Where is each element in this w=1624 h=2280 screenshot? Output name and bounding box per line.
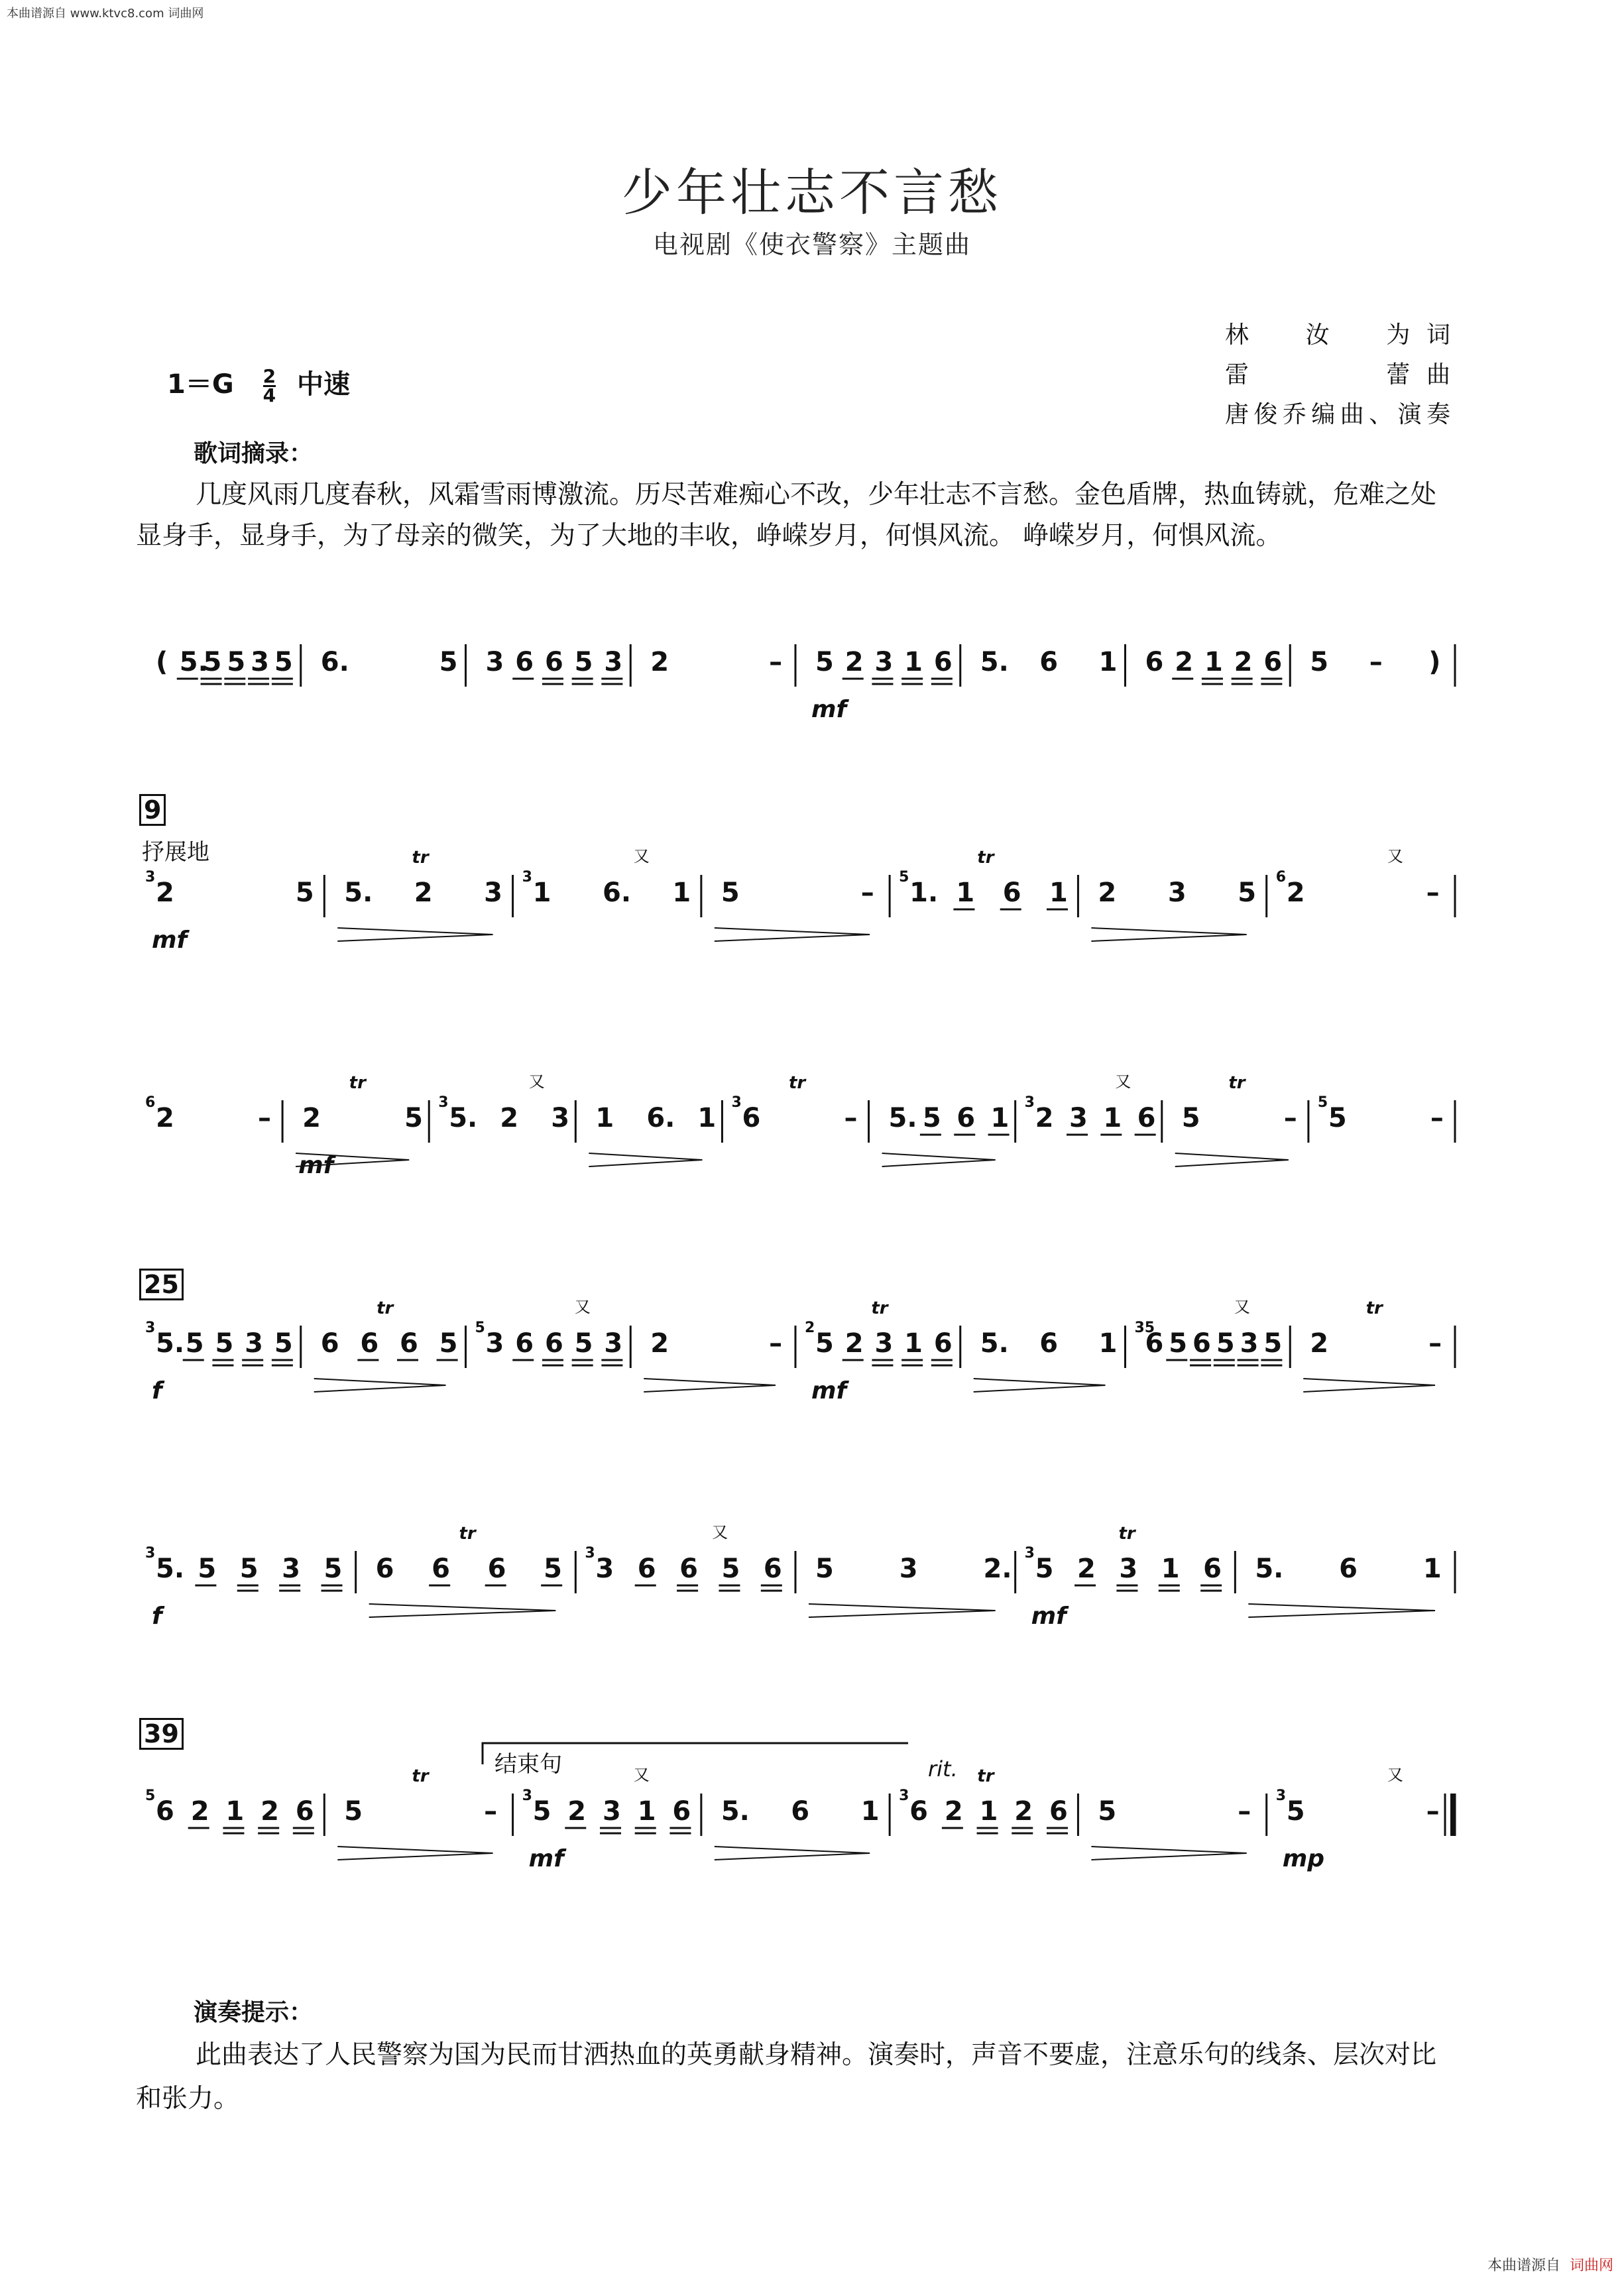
note-2-7-1: – (1283, 1103, 1297, 1133)
note-1-1-2: 3 (484, 878, 502, 908)
hairpin-5-1 (337, 1847, 493, 1860)
note-3-0-1: 5 (185, 1328, 204, 1359)
vibrato-mark-1: 又 (633, 847, 650, 866)
note-0-7-2: ) (1428, 647, 1441, 677)
note-5-5-1: – (1238, 1796, 1251, 1827)
note-1-4-0: 1. (909, 878, 939, 908)
hairpin-4-3 (809, 1604, 996, 1617)
note-5-3-1: 6 (791, 1796, 810, 1827)
note-4-3-1: 3 (899, 1554, 918, 1584)
note-0-0-0: ( (156, 647, 168, 677)
lyrics-label: 歌词摘录： (194, 440, 314, 467)
grace-note-18: 3 (899, 1788, 909, 1804)
note-0-2-1: 6 (515, 647, 534, 677)
note-0-7-1: – (1369, 647, 1383, 677)
note-1-6-0: 2 (1286, 878, 1305, 908)
note-4-4-3: 1 (1161, 1554, 1180, 1584)
note-0-2-3: 5 (574, 647, 593, 677)
grace-note-4: 6 (145, 1094, 156, 1111)
note-5-1-1: – (484, 1796, 498, 1827)
note-0-4-1: 2 (844, 647, 864, 677)
credit-composer: 雷 蕾曲 (1225, 361, 1450, 388)
note-2-5-1: 5 (922, 1103, 941, 1133)
note-0-4-0: 5 (815, 647, 834, 677)
rehearsal-mark-25: 25 (139, 1269, 184, 1300)
note-1-4-2: 6 (1002, 878, 1021, 908)
note-4-2-2: 6 (679, 1554, 698, 1584)
grace-note-0: 3 (145, 869, 156, 885)
ending-label: 结束句 (494, 1751, 562, 1778)
note-4-3-2: 2. (983, 1554, 1012, 1584)
grace-note-1: 3 (522, 869, 532, 885)
note-3-7-0: 2 (1310, 1328, 1329, 1359)
ending-bracket (483, 1743, 908, 1764)
grace-note-13: 3 (145, 1545, 156, 1562)
dynamic-mark-2: mf (298, 1152, 334, 1179)
grace-note-12: 35 (1134, 1320, 1155, 1336)
note-3-4-3: 1 (904, 1328, 923, 1359)
note-4-5-0: 5. (1255, 1554, 1284, 1584)
note-5-4-2: 1 (979, 1796, 998, 1827)
note-5-2-2: 3 (603, 1796, 621, 1827)
note-0-6-0: 6 (1145, 647, 1164, 677)
dynamic-mark-4: mf (811, 1377, 847, 1404)
note-3-0-2: 5 (215, 1328, 234, 1359)
note-3-1-3: 5 (439, 1328, 458, 1359)
note-2-4-1: – (844, 1103, 858, 1133)
note-4-1-2: 6 (487, 1554, 506, 1584)
note-3-1-1: 6 (360, 1328, 379, 1359)
hairpin-4-5 (1248, 1604, 1435, 1617)
hairpin-1-1 (337, 928, 493, 941)
dynamic-mark-0: mf (811, 696, 847, 723)
note-0-2-0: 3 (485, 647, 504, 677)
rehearsal-mark-9: 9 (139, 794, 166, 826)
credit-arranger: 唐俊乔编曲、演奏 (1225, 401, 1450, 428)
grace-note-15: 3 (1024, 1545, 1035, 1562)
note-2-6-0: 2 (1035, 1103, 1054, 1133)
watermark-top: 本曲谱源自 www.ktvc8.com 词曲网 (7, 7, 204, 21)
note-3-5-0: 5. (980, 1328, 1009, 1359)
note-4-1-1: 6 (432, 1554, 451, 1584)
note-1-4-1: 1 (956, 878, 975, 908)
note-1-1-0: 5. (344, 878, 373, 908)
note-2-0-0: 2 (156, 1103, 174, 1133)
time-signature-bottom: 4 (262, 384, 276, 406)
note-1-5-2: 5 (1238, 878, 1257, 908)
note-5-3-2: 1 (860, 1796, 880, 1827)
note-2-2-2: 3 (551, 1103, 570, 1133)
note-3-2-4: 3 (604, 1328, 623, 1359)
trill-mark-0: tr (412, 848, 429, 868)
note-0-0-3: 5 (227, 647, 246, 677)
note-2-6-2: 1 (1103, 1103, 1122, 1133)
hairpin-5-5 (1091, 1847, 1246, 1860)
note-2-7-0: 5 (1181, 1103, 1200, 1133)
note-0-2-4: 3 (604, 647, 623, 677)
note-0-2-2: 6 (544, 647, 563, 677)
vibrato-mark-15: 又 (712, 1523, 728, 1542)
note-4-2-3: 5 (721, 1554, 740, 1584)
note-5-0-0: 6 (156, 1796, 174, 1827)
note-4-5-2: 1 (1422, 1554, 1442, 1584)
grace-note-9: 3 (145, 1320, 156, 1336)
note-5-4-3: 2 (1014, 1796, 1033, 1827)
note-1-2-0: 1 (532, 878, 551, 908)
note-2-0-1: – (258, 1103, 271, 1133)
rehearsal-mark-39: 39 (139, 1718, 184, 1750)
note-4-1-3: 5 (544, 1554, 563, 1584)
note-4-1-0: 6 (375, 1554, 394, 1584)
credit-lyricist: 林 汝 为词 (1225, 321, 1450, 349)
key-label: 1＝G (167, 369, 234, 400)
note-3-6-2: 6 (1192, 1328, 1211, 1359)
note-5-6-1: – (1426, 1796, 1440, 1827)
note-2-2-1: 2 (500, 1103, 519, 1133)
dynamic-mark-6: mf (1031, 1603, 1067, 1630)
note-4-4-0: 5 (1035, 1554, 1054, 1584)
vibrato-mark-5: 又 (528, 1072, 545, 1091)
grace-note-10: 5 (475, 1320, 485, 1336)
trill-mark-16: tr (1118, 1524, 1135, 1544)
note-0-5-0: 5. (980, 647, 1009, 677)
note-0-6-1: 2 (1175, 647, 1194, 677)
dynamic-mark-3: f (152, 1377, 162, 1404)
grace-note-2: 5 (899, 869, 909, 885)
note-2-5-3: 1 (990, 1103, 1010, 1133)
vibrato-mark-20: 又 (1387, 1766, 1403, 1784)
vibrato-mark-3: 又 (1387, 847, 1403, 866)
note-5-0-1: 2 (190, 1796, 209, 1827)
note-0-7-0: 5 (1310, 647, 1329, 677)
note-3-6-5: 5 (1263, 1328, 1283, 1359)
vibrato-mark-7: 又 (1115, 1072, 1131, 1091)
note-0-5-2: 1 (1098, 647, 1118, 677)
grace-note-7: 3 (1024, 1094, 1035, 1111)
note-5-1-0: 5 (344, 1796, 363, 1827)
trill-mark-6: tr (789, 1073, 806, 1093)
hairpin-3-5 (974, 1379, 1106, 1392)
note-3-4-1: 2 (844, 1328, 864, 1359)
trill-mark-19: tr (977, 1766, 994, 1786)
vibrato-mark-18: 又 (633, 1766, 650, 1784)
trill-mark-14: tr (459, 1524, 476, 1544)
note-0-0-5: 5 (274, 647, 293, 677)
note-1-5-1: 3 (1167, 878, 1187, 908)
time-signature-top: 2 (262, 365, 276, 387)
note-0-6-4: 6 (1263, 647, 1283, 677)
trill-mark-13: tr (1365, 1298, 1383, 1318)
note-2-8-1: – (1430, 1103, 1444, 1133)
hairpin-5-3 (715, 1847, 870, 1860)
note-0-3-1: – (769, 647, 783, 677)
dynamic-mark-7: mf (528, 1845, 564, 1872)
note-3-0-3: 3 (245, 1328, 263, 1359)
note-5-2-4: 6 (672, 1796, 691, 1827)
note-3-2-1: 6 (515, 1328, 534, 1359)
watermark-bottom-text: 本曲谱源自 (1487, 2257, 1560, 2274)
hairpin-2-7 (1175, 1153, 1289, 1167)
note-3-2-3: 5 (574, 1328, 593, 1359)
note-0-6-3: 2 (1234, 647, 1253, 677)
page-title: 少年壮志不言愁 (622, 163, 1002, 222)
note-4-0-2: 5 (239, 1554, 259, 1584)
trill-mark-17: tr (412, 1766, 429, 1786)
note-2-6-1: 3 (1069, 1103, 1088, 1133)
hint-text: 此曲表达了人民警察为国为民而甘洒热血的英勇献身精神。演奏时，声音不要虚，注意乐句的线条、层次对比和张力。 (136, 2040, 1437, 2114)
note-4-2-0: 3 (595, 1554, 614, 1584)
note-1-0-0: 2 (156, 878, 174, 908)
hairpin-3-3 (644, 1379, 776, 1392)
note-2-1-1: 5 (404, 1103, 423, 1133)
note-5-2-1: 2 (567, 1796, 587, 1827)
note-5-4-4: 6 (1049, 1796, 1068, 1827)
note-0-4-4: 6 (933, 647, 953, 677)
hint-label: 演奏提示： (194, 1999, 314, 2026)
note-5-6-0: 5 (1286, 1796, 1305, 1827)
grace-note-3: 6 (1275, 869, 1287, 885)
note-3-4-0: 5 (815, 1328, 834, 1359)
note-0-4-2: 3 (874, 647, 894, 677)
note-3-3-1: – (769, 1328, 783, 1359)
note-2-1-0: 2 (302, 1103, 321, 1133)
note-4-5-1: 6 (1339, 1554, 1358, 1584)
tempo-label: 中速 (297, 369, 351, 400)
note-0-0-4: 3 (251, 647, 269, 677)
note-3-0-4: 5 (274, 1328, 293, 1359)
hairpin-4-1 (369, 1604, 556, 1617)
hairpin-2-5 (882, 1153, 996, 1167)
note-5-5-0: 5 (1098, 1796, 1117, 1827)
note-0-6-2: 1 (1204, 647, 1223, 677)
note-1-4-3: 1 (1049, 878, 1068, 908)
note-4-4-1: 2 (1077, 1554, 1096, 1584)
note-4-0-1: 5 (198, 1554, 217, 1584)
grace-note-19: 3 (1275, 1788, 1287, 1804)
note-3-7-1: – (1428, 1328, 1442, 1359)
note-3-6-1: 5 (1169, 1328, 1188, 1359)
note-3-5-2: 1 (1098, 1328, 1118, 1359)
note-2-3-2: 1 (697, 1103, 717, 1133)
trill-mark-9: tr (377, 1298, 394, 1318)
note-5-0-4: 6 (295, 1796, 314, 1827)
note-0-1-0: 6. (320, 647, 349, 677)
note-5-4-1: 2 (944, 1796, 963, 1827)
note-4-0-0: 5. (156, 1554, 185, 1584)
note-3-2-2: 6 (544, 1328, 563, 1359)
trill-mark-8: tr (1228, 1073, 1246, 1093)
note-3-6-4: 3 (1240, 1328, 1259, 1359)
note-3-2-0: 3 (485, 1328, 504, 1359)
dynamic-mark-1: mf (152, 927, 188, 954)
note-1-3-1: – (860, 878, 874, 908)
grace-note-11: 2 (805, 1320, 815, 1336)
note-2-3-0: 1 (595, 1103, 614, 1133)
note-3-1-0: 6 (320, 1328, 339, 1359)
note-5-3-0: 5. (721, 1796, 750, 1827)
note-2-8-0: 5 (1328, 1103, 1347, 1133)
note-1-1-1: 2 (414, 878, 433, 908)
note-4-0-4: 5 (323, 1554, 343, 1584)
note-2-4-0: 6 (742, 1103, 761, 1133)
grace-note-14: 3 (585, 1545, 595, 1562)
note-5-2-3: 1 (637, 1796, 656, 1827)
lyrics-text: 几度风雨几度春秋，风霜雪雨博激流。历尽苦难痴心不改，少年壮志不言愁。金色盾牌，热血铸就，危难之处显身手，显身手，为了母亲的微笑，为了大地的丰收，峥嵘岁月，何惧风流。 峥嵘岁月，何惧风流。 (136, 480, 1437, 551)
note-3-6-0: 6 (1145, 1328, 1164, 1359)
note-0-5-1: 6 (1039, 647, 1059, 677)
watermark-bottom-site: 词曲网 (1569, 2257, 1613, 2274)
note-5-0-2: 1 (225, 1796, 245, 1827)
note-3-6-3: 5 (1216, 1328, 1235, 1359)
expression-mark: 抒展地 (142, 839, 209, 866)
note-2-5-2: 6 (957, 1103, 976, 1133)
note-0-0-2: 5 (203, 647, 222, 677)
trill-mark-11: tr (871, 1298, 888, 1318)
page-subtitle: 电视剧《使衣警察》主题曲 (652, 230, 971, 259)
note-1-6-1: – (1426, 878, 1440, 908)
hairpin-3-7 (1303, 1379, 1435, 1392)
hairpin-1-3 (715, 928, 870, 941)
grace-note-5: 3 (438, 1094, 449, 1111)
note-4-0-3: 3 (282, 1554, 300, 1584)
dynamic-mark-5: f (152, 1603, 162, 1630)
note-2-3-1: 6. (646, 1103, 675, 1133)
trill-mark-2: tr (977, 848, 994, 868)
grace-note-16: 5 (145, 1788, 156, 1804)
grace-note-17: 3 (522, 1788, 532, 1804)
note-3-3-0: 2 (650, 1328, 669, 1359)
score-systems (145, 644, 1455, 1872)
note-0-0-1: 5. (179, 647, 208, 677)
note-4-3-0: 5 (815, 1554, 834, 1584)
note-2-2-0: 5. (449, 1103, 478, 1133)
hairpin-1-5 (1091, 928, 1246, 941)
note-1-2-2: 1 (672, 878, 691, 908)
vibrato-mark-10: 又 (574, 1298, 591, 1316)
note-3-1-2: 6 (400, 1328, 418, 1359)
hairpin-3-1 (314, 1379, 446, 1392)
note-3-4-2: 3 (874, 1328, 894, 1359)
note-3-0-0: 5. (156, 1328, 185, 1359)
note-2-6-3: 6 (1137, 1103, 1156, 1133)
hairpin-2-3 (589, 1153, 702, 1167)
note-4-2-4: 6 (763, 1554, 782, 1584)
note-0-4-3: 1 (904, 647, 923, 677)
note-2-5-0: 5. (888, 1103, 917, 1133)
vibrato-mark-12: 又 (1234, 1298, 1250, 1316)
dynamic-mark-8: mp (1282, 1845, 1324, 1872)
note-1-5-0: 2 (1098, 878, 1117, 908)
note-3-5-1: 6 (1039, 1328, 1059, 1359)
note-1-2-1: 6. (603, 878, 632, 908)
note-0-3-0: 2 (650, 647, 669, 677)
rit-mark: rit. (928, 1756, 958, 1782)
watermark-bottom (1487, 2254, 1613, 2275)
trill-mark-4: tr (349, 1073, 366, 1093)
note-0-1-1: 5 (439, 647, 458, 677)
note-4-4-4: 6 (1203, 1554, 1222, 1584)
note-4-2-1: 6 (637, 1554, 656, 1584)
note-1-0-1: 5 (295, 878, 314, 908)
note-4-4-2: 3 (1119, 1554, 1138, 1584)
note-1-3-0: 5 (721, 878, 740, 908)
grace-note-8: 5 (1317, 1094, 1328, 1111)
note-3-4-4: 6 (933, 1328, 953, 1359)
note-5-4-0: 6 (909, 1796, 928, 1827)
note-5-2-0: 5 (532, 1796, 551, 1827)
grace-note-6: 3 (731, 1094, 742, 1111)
note-5-0-3: 2 (261, 1796, 279, 1827)
